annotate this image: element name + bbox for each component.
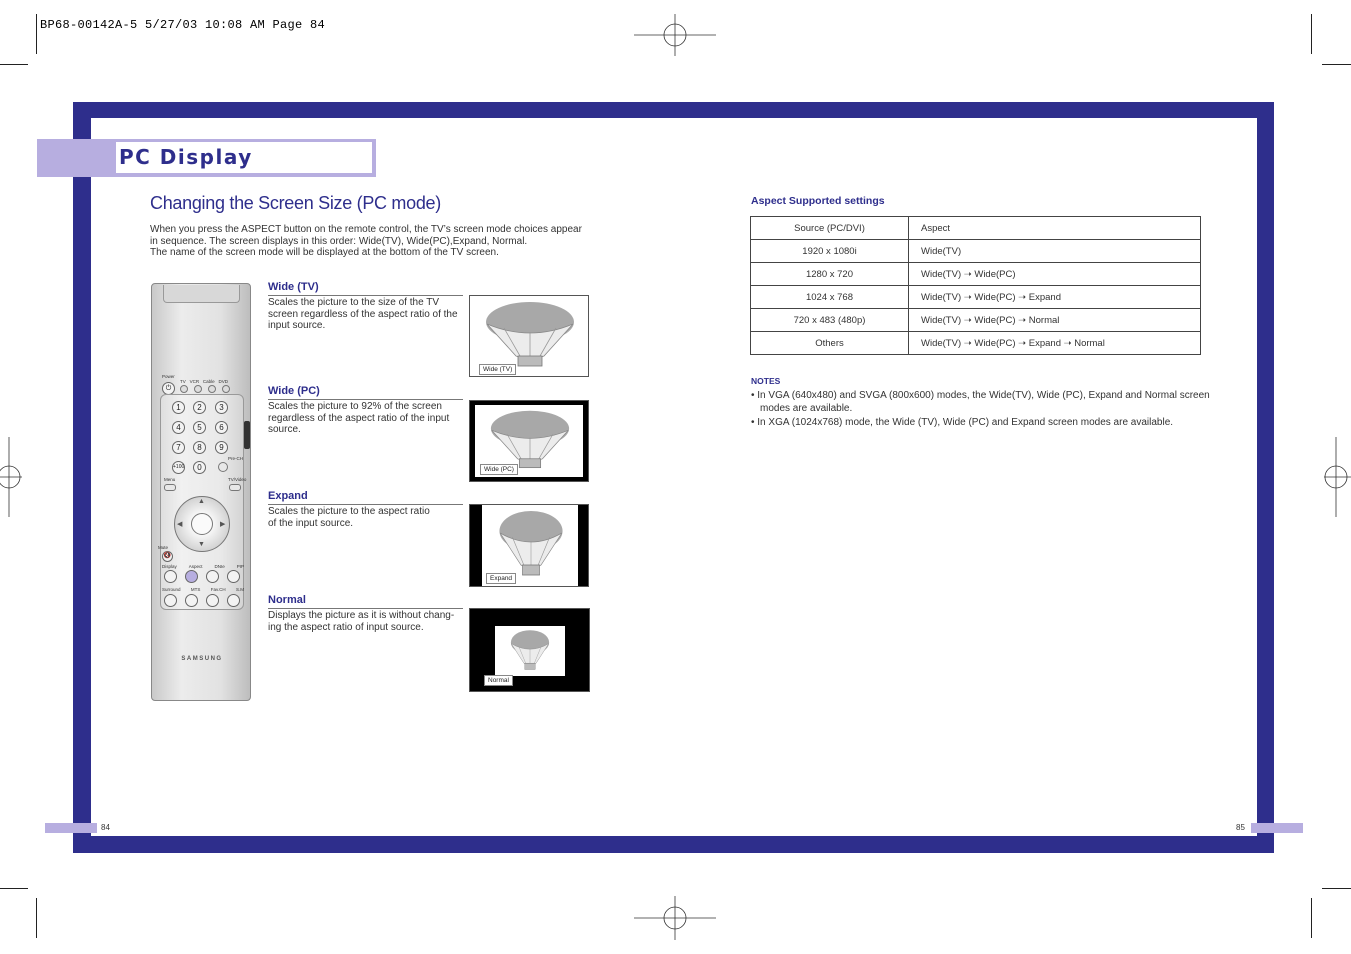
chevron-up-icon: ▲ — [198, 498, 205, 505]
chevron-right-icon: ▶ — [220, 521, 226, 528]
mode-divider — [268, 504, 463, 505]
note-item: • In VGA (640x480) and SVGA (800x600) modes, the Wide(TV), Wide (PC), Expand and Normal screen modes are available. — [751, 390, 1210, 414]
mode-description: Scales the picture to the size of the TV screen regardless of the aspect ratio of the input source. — [268, 297, 458, 331]
aspect-settings-table — [750, 216, 1201, 355]
digit-0-button: 0 — [193, 461, 206, 474]
menu-label: Menu — [164, 477, 176, 482]
digit-7-button: 7 — [172, 441, 185, 454]
menu-button — [164, 484, 176, 491]
surround-button — [164, 594, 177, 607]
mode-badge: Normal — [484, 675, 513, 686]
digit-4-button: 4 — [172, 421, 185, 434]
remote-brand-logo: SAMSUNG — [181, 656, 223, 662]
digit-9-button: 9 — [215, 441, 228, 454]
mode-badge: Expand — [486, 573, 516, 584]
balloon-illustration — [484, 300, 576, 372]
registration-mark-left — [0, 437, 22, 517]
mode-title: Expand — [268, 490, 308, 502]
intro-paragraph: When you press the ASPECT button on the remote control, the TV’s screen mode choices appear in sequence. The screen displays in this order: Wide(TV), Wide(PC),Expand, Normal. The name of the screen mode will be displayed at the bottom of the TV screen. — [150, 224, 582, 258]
mode-badge: Wide (PC) — [480, 464, 518, 475]
mode-divider — [268, 295, 463, 296]
registration-mark-top — [634, 14, 716, 56]
table-header-row — [751, 217, 1201, 240]
table-cell: Wide(TV) ➝ Wide(PC) ➝ Normal — [909, 309, 1201, 332]
mode-divider — [268, 399, 463, 400]
remote-ir-window — [163, 285, 240, 303]
printer-slug: BP68-00142A-5 5/27/03 10:08 AM Page 84 — [40, 18, 326, 32]
table-header-cell: Aspect — [909, 217, 1201, 240]
mts-button — [185, 594, 198, 607]
page-heading: Changing the Screen Size (PC mode) — [150, 193, 441, 213]
dnie-button — [206, 570, 219, 583]
registration-mark-right — [1324, 437, 1351, 517]
digit-8-button: 8 — [193, 441, 206, 454]
table-cell: 1280 x 720 — [751, 263, 909, 286]
notes-title: NOTES — [751, 376, 781, 386]
pre-ch-label: Pre-CH — [228, 456, 244, 461]
balloon-illustration — [510, 629, 550, 673]
mode-title: Wide (PC) — [268, 385, 320, 397]
notes-list — [751, 390, 1211, 432]
page-number-bar-right — [1251, 823, 1303, 833]
digit-6-button: 6 — [215, 421, 228, 434]
remote-mode-labels: TV VCR Cable DVD — [180, 379, 228, 384]
expand-screen-image — [469, 504, 589, 587]
display-button — [164, 570, 177, 583]
sm-button — [227, 594, 240, 607]
wide-tv-screen-image — [469, 295, 589, 377]
remote-control-illustration — [151, 283, 251, 701]
table-row — [751, 286, 1201, 309]
plus100-button: +100 — [172, 461, 185, 474]
section-title: PC Display — [119, 145, 253, 169]
tv-video-label: TV/Video — [228, 477, 247, 482]
wide-pc-screen-image — [469, 400, 589, 482]
table-cell: Others — [751, 332, 909, 355]
digit-3-button: 3 — [215, 401, 228, 414]
mode-title: Normal — [268, 594, 306, 606]
table-row — [751, 332, 1201, 355]
mode-badge: Wide (TV) — [479, 364, 516, 375]
table-row — [751, 240, 1201, 263]
page-number-right: 85 — [1236, 823, 1245, 832]
enter-button — [191, 513, 213, 535]
remote-power-label: Power — [162, 374, 175, 379]
table-cell: Wide(TV) — [909, 240, 1201, 263]
table-cell: 720 x 483 (480p) — [751, 309, 909, 332]
aspect-button — [185, 570, 198, 583]
remote-mode-dots — [180, 385, 230, 393]
mode-divider — [268, 608, 463, 609]
digit-5-button: 5 — [193, 421, 206, 434]
chevron-down-icon: ▼ — [198, 541, 205, 548]
digit-1-button: 1 — [172, 401, 185, 414]
table-row — [751, 263, 1201, 286]
mute-label: Mute — [158, 545, 169, 550]
mode-description: Scales the picture to 92% of the screen regardless of the aspect ratio of the input source. — [268, 401, 450, 435]
digit-2-button: 2 — [193, 401, 206, 414]
side-switch-icon — [244, 421, 250, 449]
mode-description: Displays the picture as it is without chang- ing the aspect ratio of input source. — [268, 610, 455, 633]
remote-row1-labels: Display Aspect DNIe PIP — [162, 564, 244, 569]
remote-row2-labels: Surround MTS Fav.CH S.M — [162, 587, 244, 592]
table-cell: Wide(TV) ➝ Wide(PC) ➝ Expand ➝ Normal — [909, 332, 1201, 355]
balloon-illustration — [498, 509, 564, 581]
page-number-bar-left — [45, 823, 97, 833]
pip-button — [227, 570, 240, 583]
mode-description: Scales the picture to the aspect ratio of the input source. — [268, 506, 430, 529]
table-cell: 1024 x 768 — [751, 286, 909, 309]
mute-icon: 🔇 — [162, 551, 173, 562]
normal-screen-image — [469, 608, 590, 692]
page-number-left: 84 — [101, 823, 110, 832]
table-header-cell: Source (PC/DVI) — [751, 217, 909, 240]
table-cell: 1920 x 1080i — [751, 240, 909, 263]
table-cell: Wide(TV) ➝ Wide(PC) — [909, 263, 1201, 286]
chevron-left-icon: ◀ — [177, 521, 183, 528]
note-item: • In XGA (1024x768) mode, the Wide (TV), Wide (PC) and Expand screen modes are available. — [751, 417, 1174, 428]
pre-ch-button — [218, 462, 228, 472]
table-title: Aspect Supported settings — [751, 195, 885, 207]
table-cell: Wide(TV) ➝ Wide(PC) ➝ Expand — [909, 286, 1201, 309]
table-row — [751, 309, 1201, 332]
fav-ch-button — [206, 594, 219, 607]
mode-title: Wide (TV) — [268, 281, 319, 293]
power-icon: ⏻ — [162, 382, 175, 395]
registration-mark-bottom — [634, 896, 716, 940]
tv-video-button — [229, 484, 241, 491]
